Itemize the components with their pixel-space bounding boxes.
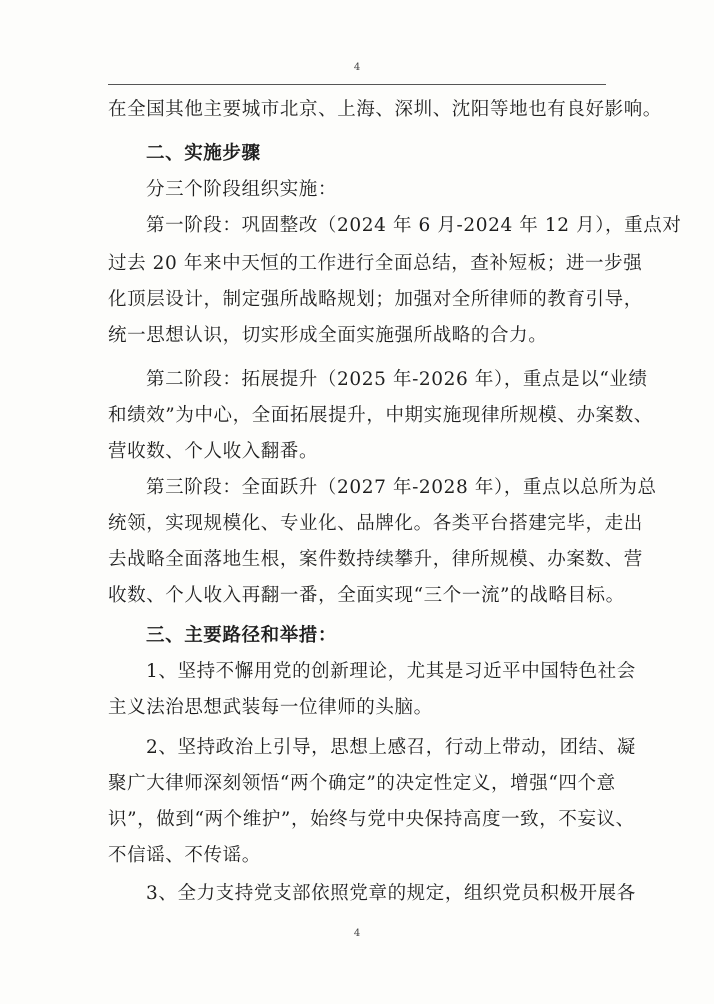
footer-page-number: 4 [353, 928, 361, 939]
stage-one-line-1: 第一阶段：巩固整改（2024 年 6 月-2024 年 12 月），重点对 [146, 215, 682, 236]
stage-two-line-3: 营收数、个人收入翻番。 [108, 441, 319, 462]
section-heading-main-paths: 三、主要路径和举措： [146, 625, 338, 646]
stage-two-line-2: 和绩效”为中心，全面拓展提升，中期实施现律所规模、办案数、 [108, 405, 653, 426]
item-1-line-2: 主义法治思想武装每一位律师的头脑。 [108, 697, 433, 718]
section-heading-implementation-steps: 二、实施步骤 [146, 143, 261, 164]
item-1-line-1: 1、坚持不懈用党的创新理论，尤其是习近平中国特色社会 [146, 661, 636, 682]
item-3-line-1: 3、全力支持党支部依照党章的规定，组织党员积极开展各 [146, 883, 636, 904]
item-2-line-3: 识”，做到“两个维护”，始终与党中央保持高度一致，不妄议、 [108, 809, 635, 830]
item-2-line-4: 不信谣、不传谣。 [108, 845, 261, 866]
stage-three-line-3: 去战略全面落地生根，案件数持续攀升，律所规模、办案数、营 [108, 549, 643, 570]
stage-one-line-3: 化顶层设计，制定强所战略规划；加强对全所律师的教育引导， [108, 289, 643, 310]
header-page-number: 4 [353, 62, 361, 73]
stage-one-line-2: 过去 20 年来中天恒的工作进行全面总结，查补短板；进一步强 [108, 253, 643, 274]
stage-three-line-1: 第三阶段：全面跃升（2027 年-2028 年），重点以总所为总 [146, 477, 657, 498]
body-line-3: 分三个阶段组织实施： [146, 179, 338, 200]
item-2-line-2: 聚广大律师深刻领悟“两个确定”的决定性定义，增强“四个意 [108, 773, 616, 794]
stage-two-line-1: 第二阶段：拓展提升（2025 年-2026 年），重点是以“业绩 [146, 369, 648, 390]
item-2-line-1: 2、坚持政治上引导，思想上感召，行动上带动，团结、凝 [146, 737, 636, 758]
header-rule [108, 84, 606, 85]
stage-three-line-2: 统领，实现规模化、专业化、品牌化。各类平台搭建完毕，走出 [108, 513, 643, 534]
stage-one-line-4: 统一思想认识，切实形成全面实施强所战略的合力。 [108, 325, 548, 346]
body-line-1: 在全国其他主要城市北京、上海、深圳、沈阳等地也有良好影响。 [108, 99, 662, 120]
stage-three-line-4: 收数、个人收入再翻一番，全面实现“三个一流”的战略目标。 [108, 585, 625, 606]
